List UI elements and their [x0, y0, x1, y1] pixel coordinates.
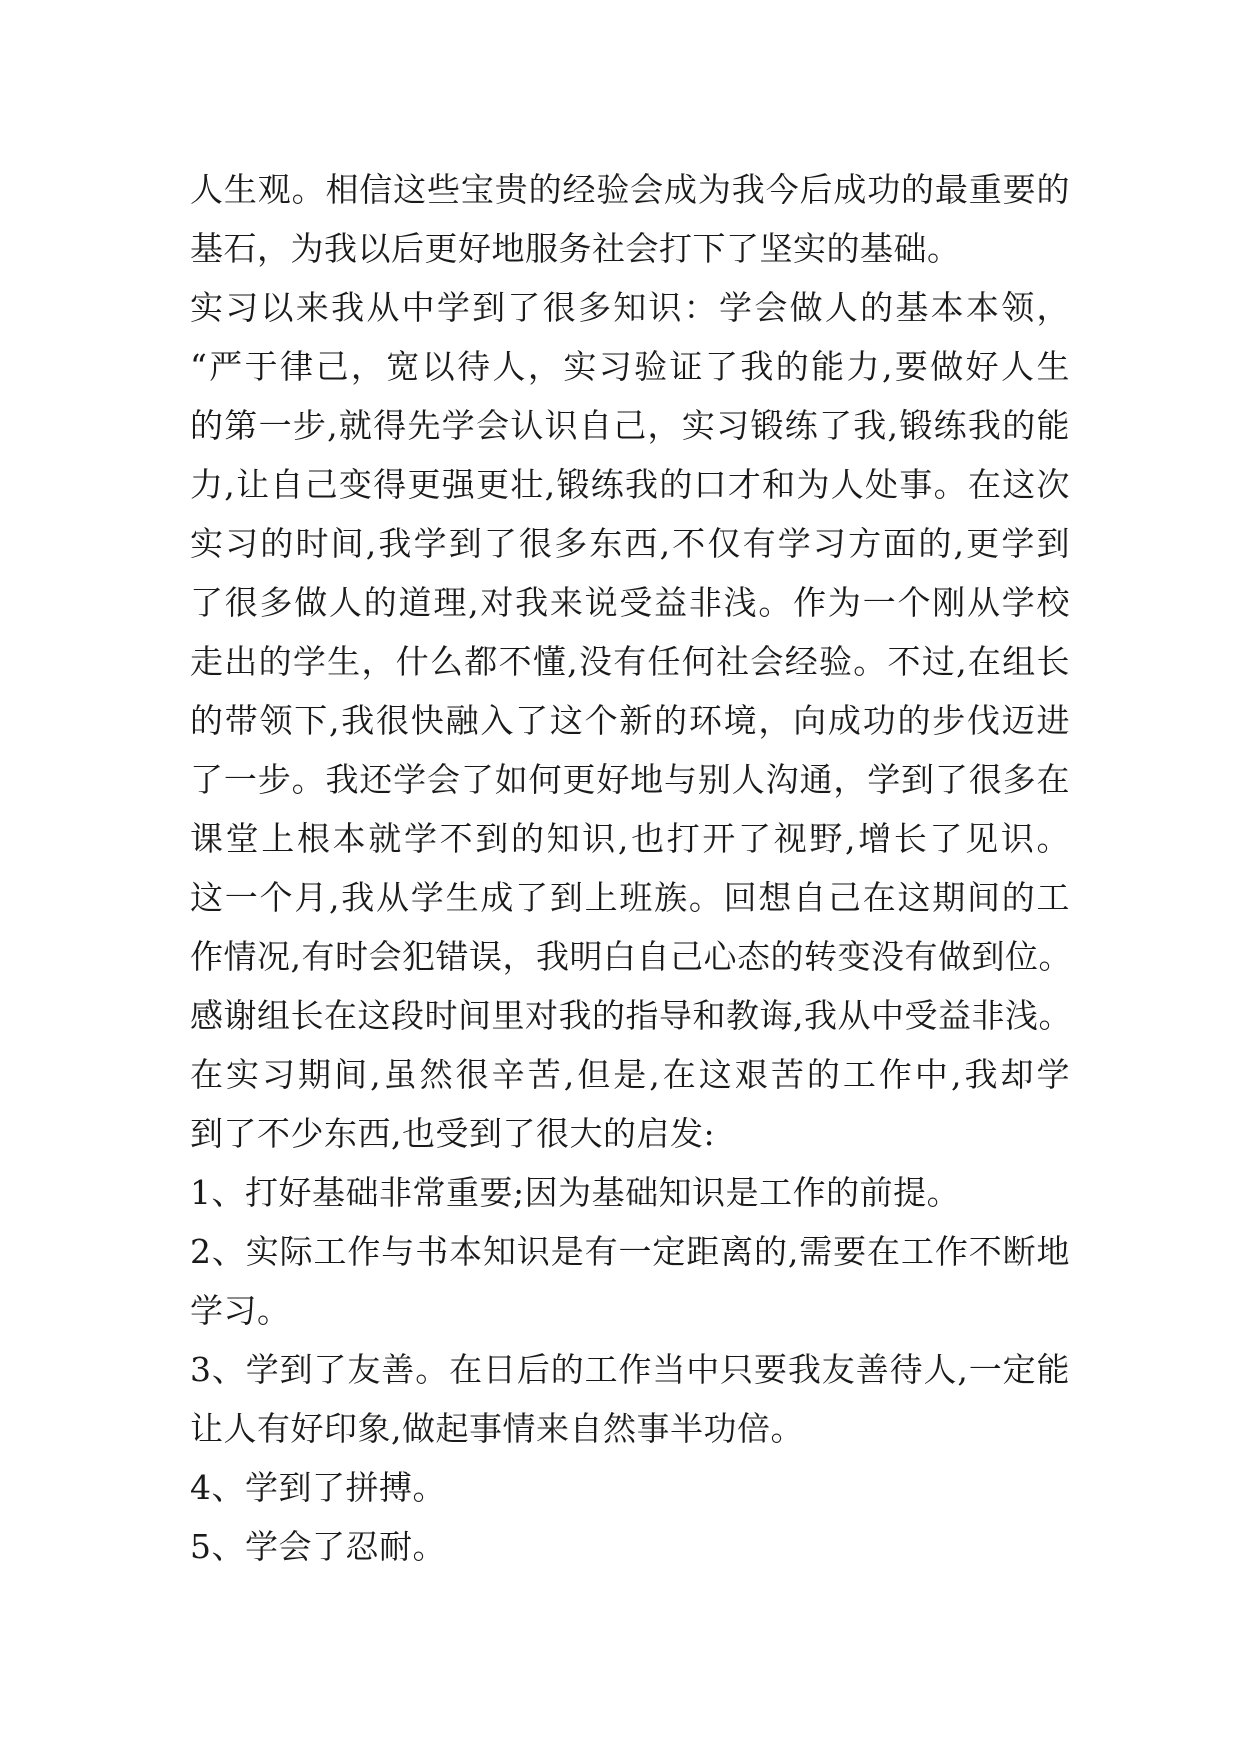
text-line: 在实习期间,虽然很辛苦,但是,在这艰苦的工作中,我却学	[190, 1055, 1070, 1094]
text-line: 基石，为我以后更好地服务社会打下了坚实的基础。	[190, 229, 961, 268]
text-line: 到了不少东西,也受到了很大的启发:	[190, 1114, 716, 1153]
list-item: 4、学到了拼搏。	[190, 1468, 446, 1507]
body-text	[190, 160, 1070, 1576]
text-line: 实习以来我从中学到了很多知识：学会做人的基本本领，	[190, 288, 1070, 327]
text-line: 人生观。相信这些宝贵的经验会成为我今后成功的最重要的	[190, 170, 1070, 209]
text-line: 力,让自己变得更强更壮,锻练我的口才和为人处事。在这次	[190, 465, 1070, 504]
text-line: 的带领下,我很快融入了这个新的环境，向成功的步伐迈进	[190, 701, 1070, 740]
text-line: 课堂上根本就学不到的知识,也打开了视野,增长了见识。	[190, 819, 1070, 858]
list-item: 2、实际工作与书本知识是有一定距离的,需要在工作不断地	[190, 1232, 1070, 1271]
text-line: “严于律己，宽以待人，实习验证了我的能力,要做好人生	[190, 347, 1070, 386]
list-item: 5、学会了忍耐。	[190, 1527, 446, 1566]
text-line: 了一步。我还学会了如何更好地与别人沟通，学到了很多在	[190, 760, 1070, 799]
text-line: 了很多做人的道理,对我来说受益非浅。作为一个刚从学校	[190, 583, 1070, 622]
text-line: 走出的学生，什么都不懂,没有任何社会经验。不过,在组长	[190, 642, 1070, 681]
list-item: 1、打好基础非常重要;因为基础知识是工作的前提。	[190, 1173, 961, 1212]
text-line: 实习的时间,我学到了很多东西,不仅有学习方面的,更学到	[190, 524, 1070, 563]
list-item: 3、学到了友善。在日后的工作当中只要我友善待人,一定能	[190, 1350, 1070, 1389]
text-line: 这一个月,我从学生成了到上班族。回想自己在这期间的工	[190, 878, 1070, 917]
text-line: 的第一步,就得先学会认识自己，实习锻练了我,锻练我的能	[190, 406, 1070, 445]
text-line: 感谢组长在这段时间里对我的指导和教诲,我从中受益非浅。	[190, 996, 1072, 1035]
text-line: 学习。	[190, 1291, 291, 1330]
text-line: 让人有好印象,做起事情来自然事半功倍。	[190, 1409, 804, 1448]
text-line: 作情况,有时会犯错误，我明白自己心态的转变没有做到位。	[190, 937, 1072, 976]
